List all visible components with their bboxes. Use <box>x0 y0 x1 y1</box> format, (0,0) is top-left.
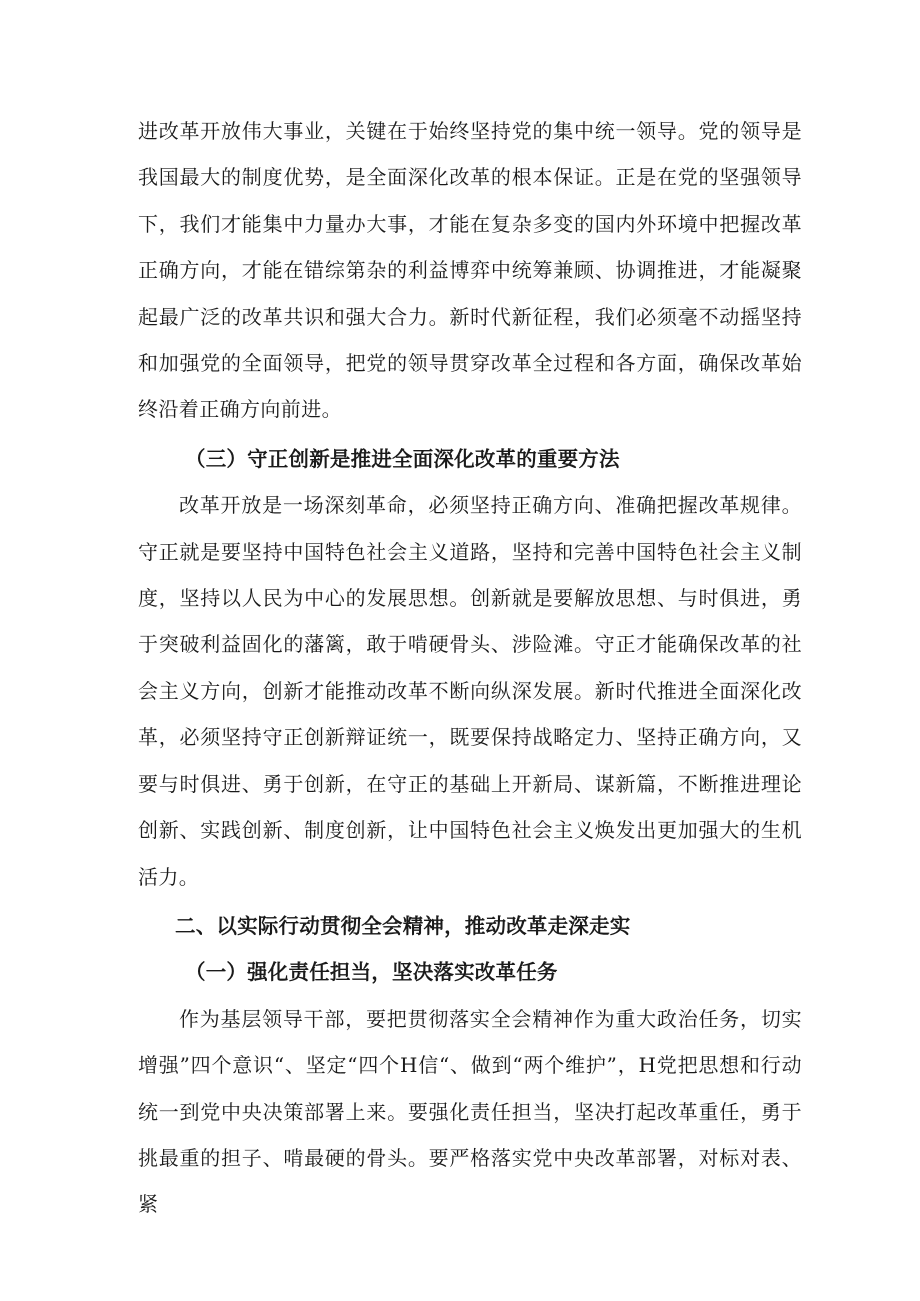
heading-section-3: （三）守正创新是推进全面深化改革的重要方法 <box>185 446 620 471</box>
paragraph-innovation: 改革开放是一场深刻革命，必须坚持正确方向、准确把握改革规律。守正就是要坚持中国特色社会主义道路，坚持和完善中国特色社会主义制度，坚持以人民为中心的发展思想。创新就是要解放思想、与时俱进，勇于突破利益固化的藩篱，敢于啃硬骨头、涉险滩。守正才能确保改革的社会主义方向，创新才能推动改革不断向纵深发展。新时代推进全面深化改革，必须坚持守正创新辩证统一，既要保持战略定力、坚持正确方向，又要与时俱进、勇于创新，在守正的基础上开新局、谋新篇，不断推进理论创新、实践创新、制度创新，让中国特色社会主义焕发出更加强大的生机活力。 <box>138 493 802 889</box>
heading-part-2: 二、以实际行动贯彻全会精神，推动改革走深走实 <box>175 913 631 938</box>
paragraph-responsibility: 作为基层领导干部，要把贯彻落实全会精神作为重大政治任务，切实增强”四个意识“、坚定“四个H信“、做到“两个维护”，H党把思想和行动统一到党中央决策部署上来。要强化责任担当，坚决打起改革重任，勇于挑最重的担子、啃最硬的骨头。要严格落实党中央改革部署，对标对表、紧 <box>138 1006 802 1217</box>
document-body <box>138 108 802 1228</box>
heading-section-1: （一）强化责任担当，坚决落实改革任务 <box>185 960 558 985</box>
paragraph-party-leadership: 进改革开放伟大事业，关键在于始终坚持党的集中统一领导。党的领导是我国最大的制度优势，是全面深化改革的根本保证。正是在党的坚强领导下，我们才能集中力量办大事，才能在复杂多变的国内外环境中把握改革正确方向，才能在错综第杂的利益博弈中统筹兼顾、协调推进，才能凝聚起最广泛的改革共识和强大合力。新时代新征程，我们必须毫不动摇坚持和加强党的全面领导，把党的领导贯穿改革全过程和各方面，确保改革始终沿着正确方向前进。 <box>138 119 802 422</box>
